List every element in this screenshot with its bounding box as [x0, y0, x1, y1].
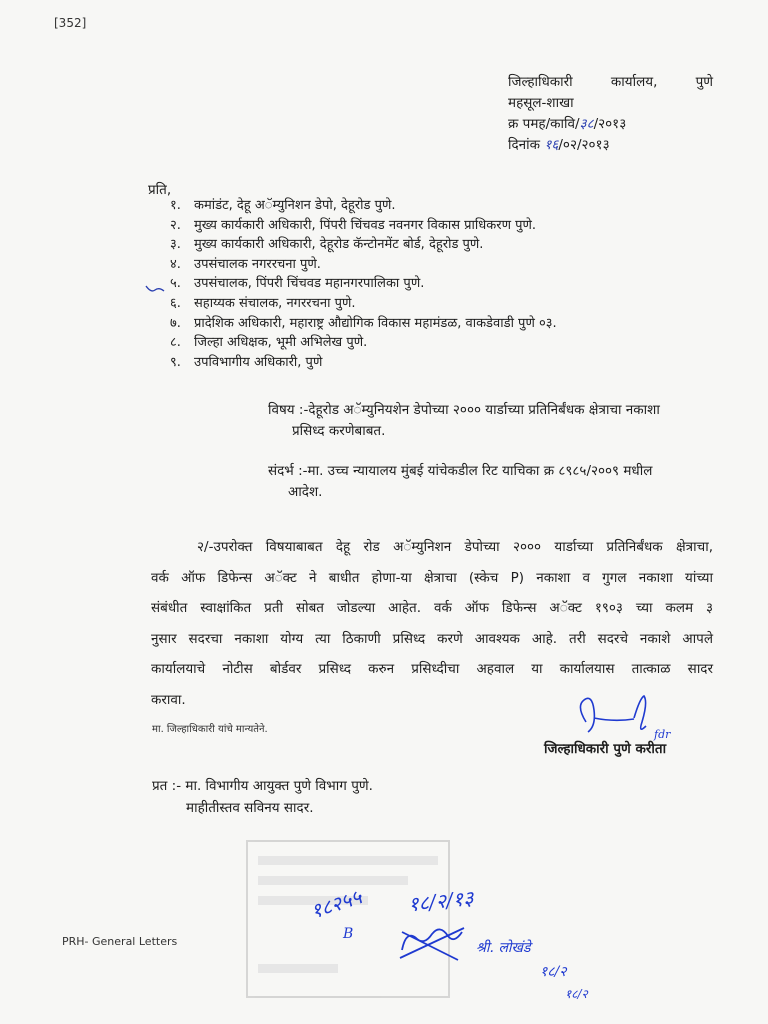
recipient-number: ४. — [170, 256, 181, 272]
reference-line-1: संदर्भ :-मा. उच्च न्यायालय मुंबई यांचेकडील रिट याचिका क्र ८९८५/२००९ मधील — [268, 463, 653, 479]
receipt-stamp — [246, 840, 450, 998]
clerk-handwritten-extra: १८/२ — [565, 987, 588, 1001]
clerk-handwritten-name: श्री. लोखंडे — [476, 940, 531, 956]
date-suffix: /०२/२०१३ — [558, 137, 610, 153]
office-branch: महसूल-शाखा — [508, 95, 574, 111]
signatory: जिल्हाधिकारी पुणे करीता — [544, 741, 667, 757]
recipient-item — [170, 314, 557, 334]
office-name: जिल्हाधिकारी — [508, 74, 573, 90]
body-line: संबंधीत स्वाक्षांकित प्रती सोबत जोडल्या आहेत. वर्क ऑफ डिफेन्स अॅक्ट १९०३ च्या कलम ३ — [151, 600, 713, 616]
recipient-item — [170, 255, 557, 275]
subject-line-1: विषय :-देहूरोड अॅम्युनियशेन डेपोच्या २००० यार्डाच्या प्रतिनिर्बंधक क्षेत्राचा नकाशा — [268, 402, 660, 418]
reference-line-2: आदेश. — [288, 484, 323, 500]
signature-initials: fdr — [654, 728, 671, 741]
ref-prefix: क्र पमह/कावि/ — [508, 116, 580, 132]
recipient-item — [170, 235, 557, 255]
stamp-ghost-line — [258, 876, 408, 885]
signature — [574, 692, 680, 744]
approval-note: मा. जिल्हाधिकारी यांचे मान्यतेने. — [152, 724, 268, 735]
page-number: [352] — [54, 16, 87, 30]
recipient-number: ५. — [170, 276, 181, 292]
stamp-ghost-line — [258, 856, 438, 865]
recipient-number: १. — [170, 198, 181, 213]
office-word: कार्यालय, — [610, 74, 658, 90]
recipient-item — [170, 196, 557, 216]
stamp-handwritten-sub: B — [343, 926, 354, 942]
recipient-item — [170, 294, 557, 314]
letter-reference-number — [508, 114, 713, 135]
recipient-item — [170, 353, 557, 373]
body-line: २/-उपरोक्त विषयाबाबत देहू रोड अॅम्युनिशन डेपोच्या २००० यार्डाच्या प्रतिनिर्बंधक क्षेत्राचा, — [197, 539, 713, 555]
letter-date — [508, 135, 713, 156]
recipient-text: प्रादेशिक अधिकारी, महाराष्ट्र औद्योगिक विकास महामंडळ, वाकडेवाडी पुणे ०३. — [194, 315, 557, 331]
recipient-text: उपसंचालक नगररचना पुणे. — [194, 256, 321, 272]
pencil-tick-mark — [145, 283, 165, 295]
recipient-number: ३. — [170, 237, 181, 253]
copy-line-2: माहीतीस्तव सविनय सादर. — [186, 800, 314, 816]
date-handwritten-day: १६ — [544, 137, 559, 153]
recipient-number: ६. — [170, 295, 181, 311]
recipient-text: मुख्य कार्यकारी अधिकारी, पिंपरी चिंचवड नवनगर विकास प्राधिकरण पुणे. — [194, 217, 537, 233]
recipient-text: मुख्य कार्यकारी अधिकारी, देहूरोड कॅन्टोनमेंट बोर्ड, देहूरोड पुणे. — [194, 237, 484, 253]
copy-to — [152, 775, 373, 819]
body-line: वर्क ऑफ डिफेन्स अॅक्ट ने बाधीत होणा-या क्षेत्राचा (स्केच P) नकाशा व गुगल नकाशा यांच्या — [151, 569, 713, 586]
ref-handwritten-number: ३८ — [579, 116, 594, 132]
office-city: पुणे — [695, 74, 713, 90]
recipient-text: कमांडंट, देहू अॅम्युनिशन डेपो, देहूरोड पुणे. — [194, 198, 396, 213]
recipient-text: सहाय्यक संचालक, नगररचना पुणे. — [194, 295, 356, 311]
stamp-handwritten-number: १८२५५ — [307, 884, 365, 924]
subject-line-2: प्रसिध्द करणेबाबत. — [292, 423, 386, 439]
recipient-number: ८. — [170, 335, 181, 351]
ref-suffix: /२०१३ — [593, 116, 627, 132]
to-label: प्रति, — [148, 182, 172, 198]
letter-body — [151, 532, 713, 715]
recipient-number: २. — [170, 217, 181, 233]
recipient-item — [170, 333, 557, 353]
recipient-number: ९. — [170, 354, 181, 370]
date-prefix: दिनांक — [508, 137, 541, 153]
recipient-number: ७. — [170, 315, 181, 331]
reference — [268, 461, 652, 503]
recipient-item — [170, 216, 557, 236]
recipient-text: जिल्हा अधिक्षक, भूमी अभिलेख पुणे. — [194, 335, 368, 351]
recipient-text: उपसंचालक, पिंपरी चिंचवड महानगरपालिका पुणे. — [194, 276, 425, 292]
clerk-initials-scribble — [396, 920, 468, 964]
recipient-text: उपविभागीय अधिकारी, पुणे — [194, 354, 323, 370]
body-line: कार्यालयाचे नोटीस बोर्डवर प्रसिध्द करुन प्रसिध्दीचा अहवाल या कार्यालयास तात्काळ सादर — [151, 661, 713, 677]
stamp-ghost-line — [258, 964, 338, 973]
footer-note: PRH- General Letters — [62, 935, 178, 948]
body-line: नुसार सदरचा नकाशा योग्य त्या ठिकाणी प्रसिध्द करणे आवश्यक आहे. तरी सदरचे नकाशे आपले — [151, 630, 713, 647]
office-header — [508, 72, 713, 156]
stamp-handwritten-date: १८/२/१३ — [406, 885, 475, 917]
subject — [268, 400, 660, 442]
copy-line-1: प्रत :- मा. विभागीय आयुक्त पुणे विभाग पुणे. — [152, 778, 373, 794]
clerk-handwritten-date: १८/२ — [540, 964, 567, 980]
body-line: करावा. — [151, 691, 186, 708]
office-name-row — [508, 72, 713, 93]
recipient-item — [170, 274, 557, 294]
recipient-list — [170, 196, 557, 372]
